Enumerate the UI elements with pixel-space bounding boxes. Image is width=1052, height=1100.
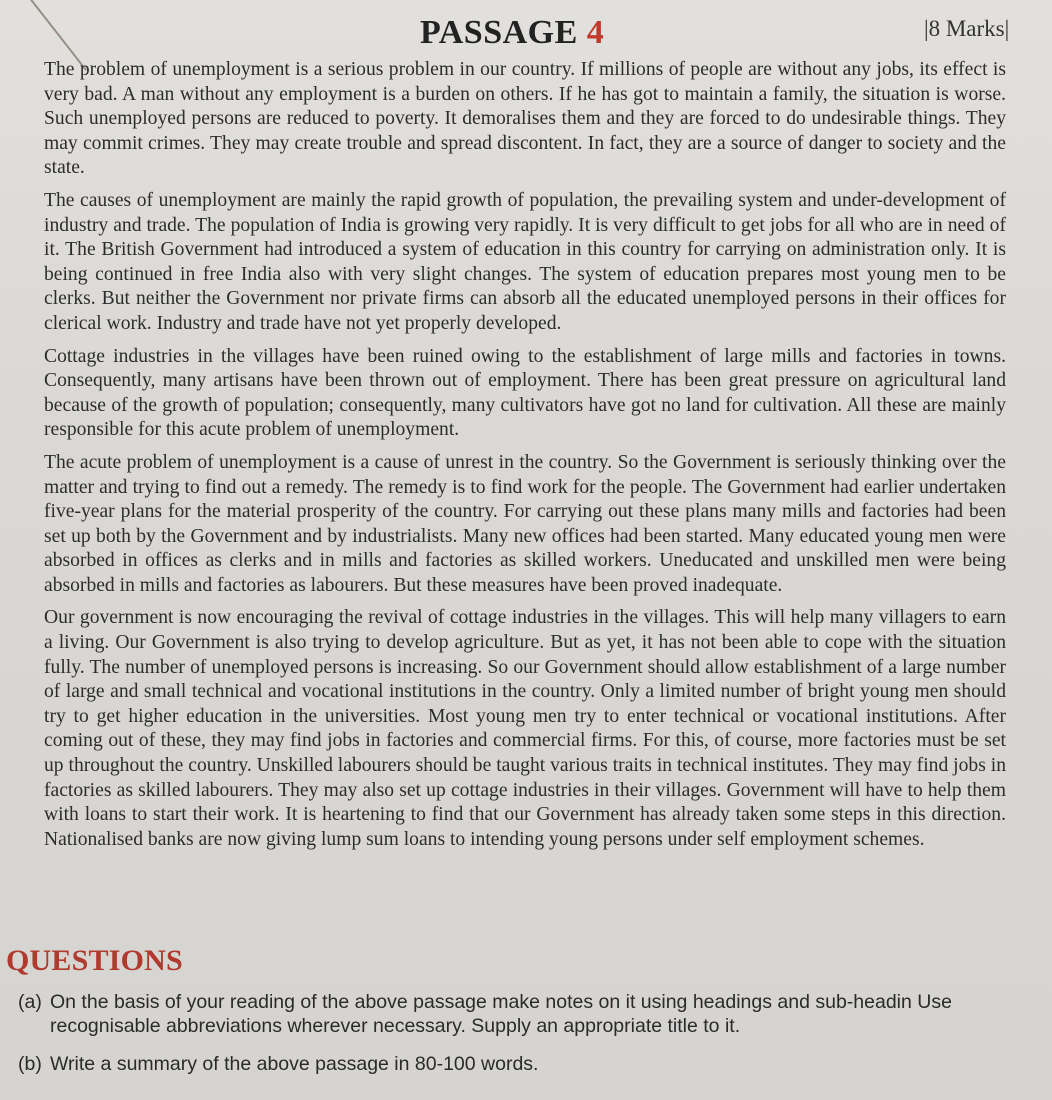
- question-text-a: On the basis of your reading of the above passage make notes on it using headings and sub-headin Use recognisable abbreviations wherever necessary. Supply an appropriate title to it.: [50, 991, 952, 1037]
- passage-header: [0, 12, 1052, 60]
- question-item-a: [18, 990, 1048, 1038]
- passage-body: [44, 58, 1006, 860]
- passage-paragraph-1: The problem of unemployment is a serious problem in our country. If millions of people are without any jobs, its effect is very bad. A man without any employment is a burden on others. If he has got to maintain a family, the situation is worse. Such unemployed persons are reduced to poverty. It demoralises them and they are forced to do undesirable things. They may commit crimes. They may create trouble and spread discontent. In fact, they are a source of danger to society and the state.: [44, 59, 1006, 179]
- questions-list: [18, 990, 1048, 1090]
- question-label-a: (a): [18, 991, 42, 1013]
- passage-paragraph-3: Cottage industries in the villages have been ruined owing to the establishment of large mills and factories in towns. Consequently, many artisans have been thrown out of employment. There has been great pressure on agricultural land because of the growth of population; consequently, many cultivators have got no land for cultivation. All these are mainly responsible for this acute problem of unemployment.: [44, 345, 1006, 441]
- questions-heading: QUESTIONS: [6, 944, 183, 977]
- passage-title-word: PASSAGE: [420, 14, 578, 51]
- marks-label: |8 Marks|: [924, 16, 1010, 41]
- passage-title-number: 4: [586, 14, 605, 51]
- passage-paragraph-5: Our government is now encouraging the revival of cottage industries in the villages. This will help many villagers to earn a living. Our Government is also trying to develop agriculture. But as yet, it has not been able to cope with the situation fully. The number of unemployed persons is increasing. So our Government should allow establishment of a large number of large and small technical and vocational institutions in the country. Only a limited number of bright young men should try to get higher education in the universities. Most young men try to enter technical or vocational institutions. After coming out of these, they may find jobs in factories and commercial firms. For this, of course, more factories must be set up throughout the country. Unskilled labourers should be taught various traits in technical institutes. They may find jobs in factories as skilled labourers. They may also set up cottage industries in their villages. Government will have to help them with loans to start their work. It is heartening to find that our Government has already taken some steps in this direction. Nationalised banks are now giving lump sum loans to intending young persons under self employment schemes.: [44, 607, 1006, 850]
- passage-paragraph-4: The acute problem of unemployment is a cause of unrest in the country. So the Government is seriously thinking over the matter and trying to find out a remedy. The remedy is to find work for the people. The Government had earlier undertaken five-year plans for the material prosperity of the country. For carrying out these plans many mills and factories had been set up both by the Government and by industrialists. Many new offices had been started. Many educated young men were absorbed in offices as clerks and in mills and factories as skilled workers. Uneducated and unskilled men were being absorbed in mills and factories as labourers. But these measures have been proved inadequate.: [44, 451, 1006, 596]
- question-label-b: (b): [18, 1053, 42, 1075]
- question-item-b: [18, 1052, 1048, 1076]
- passage-title: [420, 14, 604, 52]
- passage-paragraph-2: The causes of unemployment are mainly the rapid growth of population, the prevailing system and under-development of industry and trade. The population of India is growing very rapidly. It is very difficult to get jobs for all who are in need of it. The British Government had introduced a system of education in this country for carrying on administration only. It is being continued in free India also with very slight changes. The system of education prepares most young men to be clerks. But neither the Government nor private firms can absorb all the educated unemployed persons in their offices for clerical work. Industry and trade have not yet properly developed.: [44, 189, 1006, 334]
- question-text-b: Write a summary of the above passage in 80-100 words.: [50, 1053, 539, 1075]
